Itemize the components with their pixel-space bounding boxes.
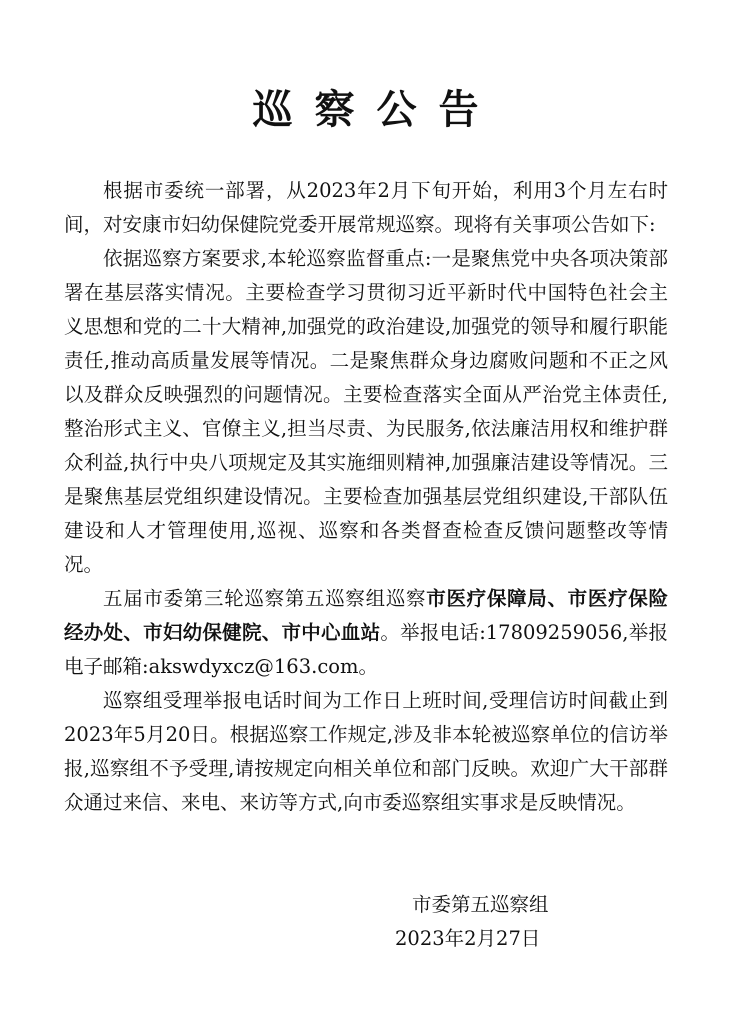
paragraph-targets	[64, 582, 668, 684]
targets-contact: 。举报电话:17809259056,举报电子邮箱:akswdyxcz@163.com。	[64, 621, 668, 678]
targets-prefix: 五届市委第三轮巡察第五巡察组巡察	[103, 587, 427, 610]
paragraph-notice: 巡察组受理举报电话时间为工作日上班时间,受理信访时间截止到2023年5月20日。根据巡察工作规定,涉及非本轮被巡察单位的信访举报,巡察组不予受理,请按规定向相关单位和部门反映。欢迎广大干部群众通过来信、来电、来访等方式,向市委巡察组实事求是反映情况。	[64, 689, 668, 814]
signature-organization: 市委第五巡察组	[412, 893, 549, 916]
signature-date: 2023年2月27日	[395, 927, 541, 950]
paragraph-focus: 依据巡察方案要求,本轮巡察监督重点:一是聚焦党中央各项决策部署在基层落实情况。主要检查学习贯彻习近平新时代中国特色社会主义思想和党的二十大精神,加强党的政治建设,加强党的领导和履行职能责任,推动高质量发展等情况。二是聚焦群众身边腐败问题和不正之风以及群众反映强烈的问题情况。主要检查落实全面从严治党主体责任,整治形式主义、官僚主义,担当尽责、为民服务,依法廉洁用权和维护群众利益,执行中央八项规定及其实施细则精神,加强廉洁建设等情况。三是聚焦基层党组织建设情况。主要检查加强基层党组织建设,干部队伍建设和人才管理使用,巡视、巡察和各类督查检查反馈问题整改等情况。	[64, 247, 668, 576]
announcement-body	[64, 174, 668, 820]
page-title: 巡察公告	[252, 86, 501, 133]
paragraph-intro: 根据市委统一部署，从2023年2月下旬开始，利用3个月左右时间，对安康市妇幼保健院党委开展常规巡察。现将有关事项公告如下:	[64, 179, 668, 236]
targets-units: 市医疗保障局、市医疗保险经办处、市妇幼保健院、市中心血站	[64, 587, 668, 644]
